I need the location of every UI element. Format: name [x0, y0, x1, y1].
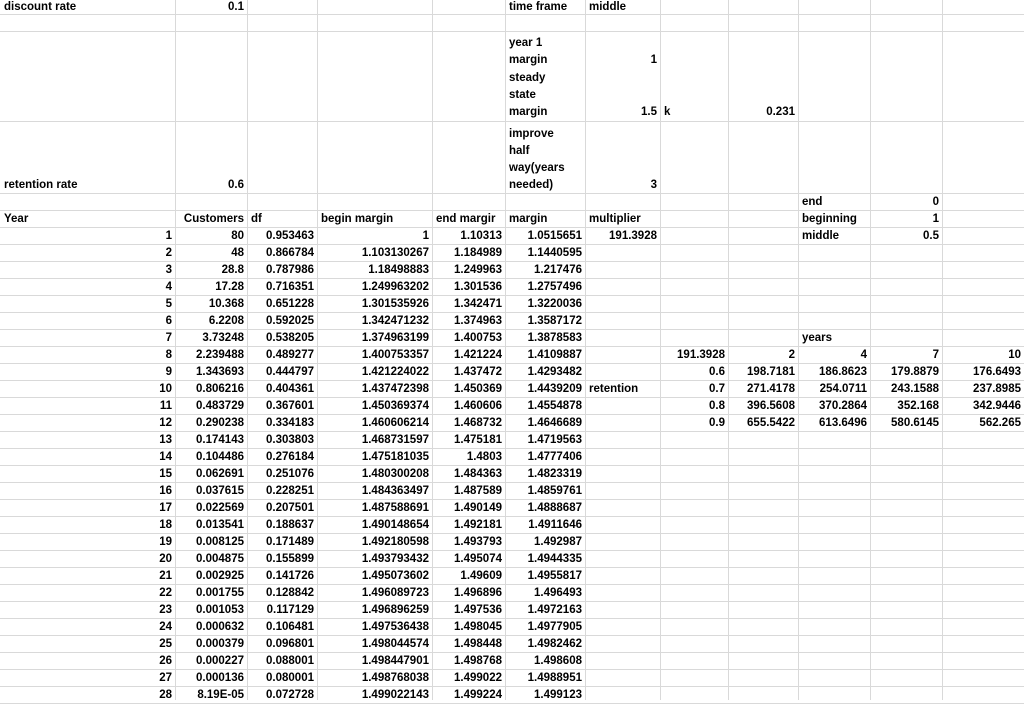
header-end-margin[interactable]: end margir: [436, 213, 496, 225]
table-cell[interactable]: 0.953463: [266, 230, 314, 242]
table-cell[interactable]: 0.367601: [266, 400, 314, 412]
year-cell[interactable]: 23: [159, 604, 172, 616]
year1-margin-label-1[interactable]: year 1: [509, 37, 543, 49]
table-cell[interactable]: 1.498044574: [361, 638, 429, 650]
steady-state-label-2[interactable]: state: [509, 89, 536, 101]
year-cell[interactable]: 24: [159, 621, 172, 633]
table-cell[interactable]: 0.000379: [196, 638, 244, 650]
table-cell[interactable]: 1.4803: [466, 451, 502, 463]
table-cell[interactable]: 0.080001: [266, 672, 314, 684]
sensitivity-year[interactable]: 7: [932, 349, 939, 361]
year-cell[interactable]: 21: [159, 570, 172, 582]
table-cell[interactable]: 0.022569: [196, 502, 244, 514]
table-cell[interactable]: 1.184989: [454, 247, 502, 259]
table-cell[interactable]: 48: [231, 247, 244, 259]
table-cell[interactable]: 1.49609: [460, 570, 502, 582]
year-cell[interactable]: 9: [165, 366, 172, 378]
year1-margin-value[interactable]: 1: [650, 54, 657, 66]
improve-label-1[interactable]: improve: [509, 128, 554, 140]
table-cell[interactable]: 1.249963: [454, 264, 502, 276]
improve-value[interactable]: 3: [650, 179, 657, 191]
table-cell[interactable]: 0.104486: [196, 451, 244, 463]
sensitivity-corner[interactable]: 191.3928: [677, 349, 725, 361]
table-cell[interactable]: 0.037615: [196, 485, 244, 497]
sensitivity-cell[interactable]: 342.9446: [973, 400, 1021, 412]
sensitivity-cell[interactable]: 613.6496: [819, 417, 867, 429]
table-cell[interactable]: 0.444797: [266, 366, 314, 378]
table-cell[interactable]: 17.28: [215, 281, 244, 293]
table-cell[interactable]: 1.4646689: [527, 417, 582, 429]
table-cell[interactable]: 1.4982462: [527, 638, 582, 650]
table-cell[interactable]: 0.404361: [266, 383, 314, 395]
table-cell[interactable]: 0.106481: [266, 621, 314, 633]
table-cell[interactable]: 1: [422, 230, 429, 242]
table-cell[interactable]: 0.538205: [266, 332, 314, 344]
sensitivity-cell[interactable]: 370.2864: [819, 400, 867, 412]
table-cell[interactable]: 1.437472398: [361, 383, 429, 395]
middle-label[interactable]: middle: [802, 230, 840, 242]
table-cell[interactable]: 1.499022: [454, 672, 502, 684]
year-cell[interactable]: 6: [165, 315, 172, 327]
year-cell[interactable]: 2: [165, 247, 172, 259]
table-cell[interactable]: 0.001755: [196, 587, 244, 599]
sensitivity-cell[interactable]: 186.8623: [819, 366, 867, 378]
table-cell[interactable]: 80: [231, 230, 244, 242]
table-cell[interactable]: 0.088001: [266, 655, 314, 667]
table-cell[interactable]: 0.334183: [266, 417, 314, 429]
table-cell[interactable]: 0.013541: [196, 519, 244, 531]
table-cell[interactable]: 1.1440595: [527, 247, 582, 259]
table-cell[interactable]: 1.498448: [454, 638, 502, 650]
table-cell[interactable]: 1.374963199: [361, 332, 429, 344]
table-cell[interactable]: 1.301535926: [361, 298, 429, 310]
year-cell[interactable]: 1: [165, 230, 172, 242]
table-cell[interactable]: 0.303803: [266, 434, 314, 446]
table-cell[interactable]: 1.495074: [454, 553, 502, 565]
year-cell[interactable]: 14: [159, 451, 172, 463]
table-cell[interactable]: 1.484363497: [361, 485, 429, 497]
table-cell[interactable]: 1.496089723: [361, 587, 429, 599]
year-cell[interactable]: 22: [159, 587, 172, 599]
header-customers[interactable]: Customers: [183, 213, 244, 225]
sensitivity-year[interactable]: 4: [860, 349, 867, 361]
table-cell[interactable]: 1.343693: [196, 366, 244, 378]
table-cell[interactable]: 2.239488: [196, 349, 244, 361]
year-cell[interactable]: 4: [165, 281, 172, 293]
year-cell[interactable]: 7: [165, 332, 172, 344]
table-cell[interactable]: 0.592025: [266, 315, 314, 327]
sensitivity-cell[interactable]: 243.1588: [891, 383, 939, 395]
table-cell[interactable]: 1.480300208: [361, 468, 429, 480]
table-cell[interactable]: 6.2208: [208, 315, 244, 327]
improve-label-4[interactable]: needed): [509, 179, 554, 191]
table-cell[interactable]: 1.492181: [454, 519, 502, 531]
year-cell[interactable]: 5: [165, 298, 172, 310]
table-cell[interactable]: 0.228251: [266, 485, 314, 497]
beginning-label[interactable]: beginning: [802, 213, 857, 225]
table-cell[interactable]: 0.000227: [196, 655, 244, 667]
table-cell[interactable]: 1.468732: [454, 417, 502, 429]
table-cell[interactable]: 1.4859761: [527, 485, 582, 497]
year-cell[interactable]: 26: [159, 655, 172, 667]
sensitivity-cell[interactable]: 396.5608: [747, 400, 795, 412]
table-cell[interactable]: 1.493793: [454, 536, 502, 548]
year-cell[interactable]: 16: [159, 485, 172, 497]
k-value[interactable]: 0.231: [766, 106, 795, 118]
sensitivity-cell[interactable]: 198.7181: [747, 366, 795, 378]
table-cell[interactable]: 0.000632: [196, 621, 244, 633]
end-value[interactable]: 0: [932, 196, 939, 208]
retention-value[interactable]: 0.9: [709, 417, 725, 429]
time-frame-value[interactable]: middle: [589, 1, 627, 13]
retention-rate-value[interactable]: 0.6: [228, 179, 244, 191]
table-cell[interactable]: 0.072728: [266, 689, 314, 701]
table-cell[interactable]: 1.475181: [454, 434, 502, 446]
table-cell[interactable]: 0.096801: [266, 638, 314, 650]
k-label[interactable]: k: [664, 106, 671, 118]
table-cell[interactable]: 1.450369374: [361, 400, 429, 412]
table-cell[interactable]: 1.249963202: [361, 281, 429, 293]
table-cell[interactable]: 1.4293482: [527, 366, 582, 378]
table-cell[interactable]: 1.490148654: [361, 519, 429, 531]
table-cell[interactable]: 1.492987: [534, 536, 582, 548]
table-cell[interactable]: 1.4439209: [527, 383, 582, 395]
table-cell[interactable]: 1.3878583: [527, 332, 582, 344]
table-cell[interactable]: 1.487589: [454, 485, 502, 497]
table-cell[interactable]: 1.475181035: [361, 451, 429, 463]
beginning-value[interactable]: 1: [932, 213, 939, 225]
table-cell[interactable]: 0.716351: [266, 281, 314, 293]
header-multiplier[interactable]: multiplier: [589, 213, 641, 225]
table-cell[interactable]: 1.400753: [454, 332, 502, 344]
table-cell[interactable]: 1.498608: [534, 655, 582, 667]
table-cell[interactable]: 0.171489: [266, 536, 314, 548]
year-cell[interactable]: 8: [165, 349, 172, 361]
time-frame-label[interactable]: time frame: [509, 1, 568, 13]
table-cell[interactable]: 0.290238: [196, 417, 244, 429]
table-cell[interactable]: 1.421224: [454, 349, 502, 361]
table-cell[interactable]: 0.866784: [266, 247, 314, 259]
table-cell[interactable]: 1.4972163: [527, 604, 582, 616]
table-cell[interactable]: 1.496896: [454, 587, 502, 599]
table-cell[interactable]: 1.450369: [454, 383, 502, 395]
header-begin-margin[interactable]: begin margin: [321, 213, 394, 225]
table-cell[interactable]: 1.4109887: [527, 349, 582, 361]
year-cell[interactable]: 18: [159, 519, 172, 531]
table-cell[interactable]: 10.368: [208, 298, 244, 310]
middle-value[interactable]: 0.5: [923, 230, 939, 242]
table-cell[interactable]: 1.460606214: [361, 417, 429, 429]
retention-rate-label[interactable]: retention rate: [4, 179, 78, 191]
sensitivity-cell[interactable]: 254.0711: [819, 383, 867, 395]
table-cell[interactable]: 1.460606: [454, 400, 502, 412]
table-cell[interactable]: 1.497536438: [361, 621, 429, 633]
year-cell[interactable]: 13: [159, 434, 172, 446]
year-cell[interactable]: 12: [159, 417, 172, 429]
sensitivity-year[interactable]: 10: [1008, 349, 1021, 361]
table-cell[interactable]: 1.496493: [534, 587, 582, 599]
table-cell[interactable]: 1.3587172: [527, 315, 582, 327]
table-cell[interactable]: 1.499224: [454, 689, 502, 701]
table-cell[interactable]: 1.437472: [454, 366, 502, 378]
table-cell[interactable]: 0.489277: [266, 349, 314, 361]
table-cell[interactable]: 1.498045: [454, 621, 502, 633]
table-cell[interactable]: 0.155899: [266, 553, 314, 565]
year-cell[interactable]: 3: [165, 264, 172, 276]
table-cell[interactable]: 1.342471232: [361, 315, 429, 327]
table-cell[interactable]: 1.4944335: [527, 553, 582, 565]
table-cell[interactable]: 1.498447901: [361, 655, 429, 667]
table-cell[interactable]: 1.4977905: [527, 621, 582, 633]
table-cell[interactable]: 1.217476: [534, 264, 582, 276]
table-cell[interactable]: 1.499022143: [361, 689, 429, 701]
year-cell[interactable]: 17: [159, 502, 172, 514]
sensitivity-year[interactable]: 2: [788, 349, 795, 361]
multiplier-value[interactable]: 191.3928: [609, 230, 657, 242]
sensitivity-cell[interactable]: 237.8985: [973, 383, 1021, 395]
table-cell[interactable]: 1.421224022: [361, 366, 429, 378]
table-cell[interactable]: 1.18498883: [368, 264, 429, 276]
table-cell[interactable]: 0.008125: [196, 536, 244, 548]
table-cell[interactable]: 1.4988951: [527, 672, 582, 684]
sensitivity-cell[interactable]: 352.168: [897, 400, 939, 412]
table-cell[interactable]: 0.002925: [196, 570, 244, 582]
table-cell[interactable]: 0.004875: [196, 553, 244, 565]
table-cell[interactable]: 3.73248: [202, 332, 244, 344]
table-cell[interactable]: 1.0515651: [527, 230, 582, 242]
year1-margin-label-2[interactable]: margin: [509, 54, 548, 66]
table-cell[interactable]: 1.4823319: [527, 468, 582, 480]
table-cell[interactable]: 1.374963: [454, 315, 502, 327]
table-cell[interactable]: 0.000136: [196, 672, 244, 684]
table-cell[interactable]: 1.499123: [534, 689, 582, 701]
table-cell[interactable]: 1.493793432: [361, 553, 429, 565]
end-label[interactable]: end: [802, 196, 823, 208]
table-cell[interactable]: 0.207501: [266, 502, 314, 514]
table-cell[interactable]: 0.188637: [266, 519, 314, 531]
header-year[interactable]: Year: [4, 213, 29, 225]
discount-rate-label[interactable]: discount rate: [4, 1, 77, 13]
table-cell[interactable]: 0.251076: [266, 468, 314, 480]
table-cell[interactable]: 1.4554878: [527, 400, 582, 412]
retention-axis-label[interactable]: retention: [589, 383, 639, 395]
year-cell[interactable]: 27: [159, 672, 172, 684]
table-cell[interactable]: 0.174143: [196, 434, 244, 446]
header-df[interactable]: df: [251, 213, 262, 225]
table-cell[interactable]: 1.498768038: [361, 672, 429, 684]
table-cell[interactable]: 8.19E-05: [197, 689, 244, 701]
table-cell[interactable]: 0.062691: [196, 468, 244, 480]
sensitivity-cell[interactable]: 655.5422: [747, 417, 795, 429]
sensitivity-cell[interactable]: 179.8879: [891, 366, 939, 378]
year-cell[interactable]: 25: [159, 638, 172, 650]
table-cell[interactable]: 28.8: [221, 264, 244, 276]
table-cell[interactable]: 1.4955817: [527, 570, 582, 582]
table-cell[interactable]: 0.001053: [196, 604, 244, 616]
table-cell[interactable]: 1.2757496: [527, 281, 582, 293]
table-cell[interactable]: 1.490149: [454, 502, 502, 514]
improve-label-2[interactable]: half: [509, 145, 530, 157]
table-cell[interactable]: 1.468731597: [361, 434, 429, 446]
sensitivity-cell[interactable]: 176.6493: [973, 366, 1021, 378]
steady-state-label-3[interactable]: margin: [509, 106, 548, 118]
table-cell[interactable]: 1.495073602: [361, 570, 429, 582]
table-cell[interactable]: 0.141726: [266, 570, 314, 582]
table-cell[interactable]: 0.128842: [266, 587, 314, 599]
table-cell[interactable]: 1.400753357: [361, 349, 429, 361]
year-cell[interactable]: 10: [159, 383, 172, 395]
table-cell[interactable]: 0.483729: [196, 400, 244, 412]
year-cell[interactable]: 19: [159, 536, 172, 548]
table-cell[interactable]: 1.484363: [454, 468, 502, 480]
year-cell[interactable]: 11: [159, 400, 172, 412]
table-cell[interactable]: 0.117129: [266, 604, 314, 616]
table-cell[interactable]: 1.3220036: [527, 298, 582, 310]
table-cell[interactable]: 1.4888687: [527, 502, 582, 514]
table-cell[interactable]: 0.276184: [266, 451, 314, 463]
table-cell[interactable]: 1.4911646: [528, 519, 582, 531]
table-cell[interactable]: 1.342471: [454, 298, 502, 310]
discount-rate-value[interactable]: 0.1: [228, 1, 244, 13]
year-cell[interactable]: 28: [159, 689, 172, 701]
header-margin[interactable]: margin: [509, 213, 548, 225]
table-cell[interactable]: 1.487588691: [361, 502, 429, 514]
retention-value[interactable]: 0.8: [709, 400, 725, 412]
steady-state-value[interactable]: 1.5: [641, 106, 657, 118]
table-cell[interactable]: 1.4777406: [527, 451, 582, 463]
year-cell[interactable]: 20: [159, 553, 172, 565]
table-cell[interactable]: 1.301536: [454, 281, 502, 293]
year-cell[interactable]: 15: [159, 468, 172, 480]
table-cell[interactable]: 1.10313: [460, 230, 502, 242]
table-cell[interactable]: 1.4719563: [527, 434, 582, 446]
table-cell[interactable]: 1.103130267: [361, 247, 429, 259]
table-cell[interactable]: 0.651228: [266, 298, 314, 310]
retention-value[interactable]: 0.6: [709, 366, 725, 378]
table-cell[interactable]: 1.498768: [454, 655, 502, 667]
table-cell[interactable]: 1.492180598: [361, 536, 429, 548]
table-cell[interactable]: 0.806216: [196, 383, 244, 395]
retention-value[interactable]: 0.7: [709, 383, 725, 395]
years-label[interactable]: years: [802, 332, 833, 344]
steady-state-label-1[interactable]: steady: [509, 72, 546, 84]
sensitivity-cell[interactable]: 580.6145: [891, 417, 939, 429]
table-cell[interactable]: 1.497536: [454, 604, 502, 616]
table-cell[interactable]: 0.787986: [266, 264, 314, 276]
sensitivity-cell[interactable]: 271.4178: [747, 383, 795, 395]
sensitivity-cell[interactable]: 562.265: [979, 417, 1021, 429]
table-cell[interactable]: 1.496896259: [361, 604, 429, 616]
improve-label-3[interactable]: way(years: [509, 162, 565, 174]
